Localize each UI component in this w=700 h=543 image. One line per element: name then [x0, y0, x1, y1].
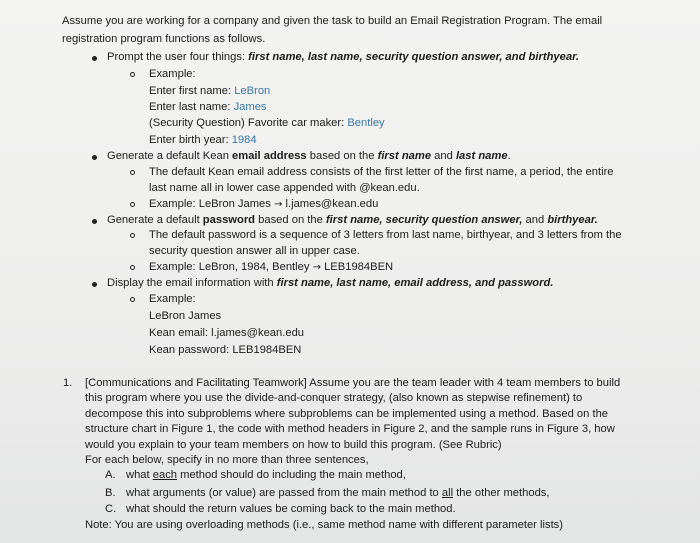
- item-b-letter: B.: [105, 487, 116, 499]
- example-birth-year: Enter birth year: 1984: [149, 134, 257, 146]
- question-line: [Communications and Facilitating Teamwork] Assume you are the team leader with 4 team members to build: [85, 377, 621, 389]
- bullet-dot: [92, 282, 97, 287]
- question-line: would you explain to your team members on how to build this program. (See Rubric): [85, 439, 502, 451]
- example-label: Example:: [149, 293, 196, 305]
- arrow-right-icon: →: [274, 199, 283, 210]
- example-first-name: Enter first name: LeBron: [149, 85, 271, 97]
- password-example: Example: LeBron, 1984, Bentley → LEB1984BEN: [149, 261, 394, 273]
- sub-bullet-circle: [130, 202, 135, 207]
- item-a-letter: A.: [105, 469, 116, 481]
- example-last-name: Enter last name: James: [149, 101, 267, 113]
- item-c-letter: C.: [105, 503, 117, 515]
- item-b-text: what arguments (or value) are passed from the main method to all the other methods,: [126, 487, 550, 499]
- bullet-display-info: Display the email information with first name, last name, email address, and password.: [107, 277, 554, 289]
- question-line: this program where you use the divide-and-conquer strategy, (also known as stepwise refinement) to: [85, 392, 583, 404]
- password-rule-line-1: The default password is a sequence of 3 letters from last name, birthyear, and 3 letters from the: [149, 229, 622, 241]
- bullet-dot: [92, 56, 97, 61]
- bullet-generate-email: Generate a default Kean email address based on the first name and last name.: [107, 150, 511, 162]
- item-c-text: what should the return values be coming back to the main method.: [126, 503, 456, 515]
- item-a-text: what each method should do including the main method,: [126, 469, 406, 481]
- sub-bullet-circle: [130, 265, 135, 270]
- password-rule-line-2: security question answer all in upper case.: [149, 245, 360, 257]
- question-line: decompose this into subproblems where subproblems can be implemented using a method. Based on the: [85, 408, 609, 420]
- email-rule-line-1: The default Kean email address consists of the first letter of the first name, a period, the entire: [149, 166, 614, 178]
- email-rule-line-2: last name all in lower case appended with @kean.edu.: [149, 182, 420, 194]
- intro-line-1: Assume you are working for a company and given the task to build an Email Registration Program. The email: [62, 15, 603, 27]
- bullet-dot: [92, 219, 97, 224]
- sub-bullet-circle: [130, 297, 135, 302]
- example-security-question: (Security Question) Favorite car maker: Bentley: [149, 117, 385, 129]
- bullet-generate-password: Generate a default password based on the first name, security question answer, and birthyear.: [107, 214, 598, 226]
- question-line: structure chart in Figure 1, the code with method headers in Figure 2, and the sample runs in Figure 3, how: [85, 423, 615, 435]
- bullet-dot: [92, 155, 97, 160]
- email-example: Example: LeBron James → l.james@kean.edu: [149, 198, 379, 210]
- display-email: Kean email: l.james@kean.edu: [149, 327, 305, 339]
- display-name: LeBron James: [149, 310, 222, 322]
- question-line: For each below, specify in no more than three sentences,: [85, 454, 369, 466]
- sub-bullet-circle: [130, 233, 135, 238]
- bullet-prompt-user: Prompt the user four things: first name, last name, security question answer, and birthyear.: [107, 51, 579, 63]
- question-note: Note: You are using overloading methods (i.e., same method name with different parameter lists): [85, 519, 564, 531]
- display-password: Kean password: LEB1984BEN: [149, 344, 302, 356]
- example-label: Example:: [149, 68, 196, 80]
- sub-bullet-circle: [130, 170, 135, 175]
- arrow-right-icon: →: [312, 262, 321, 273]
- intro-line-2: registration program functions as follows.: [62, 33, 266, 45]
- sub-bullet-circle: [130, 72, 135, 77]
- question-number: 1.: [63, 377, 73, 389]
